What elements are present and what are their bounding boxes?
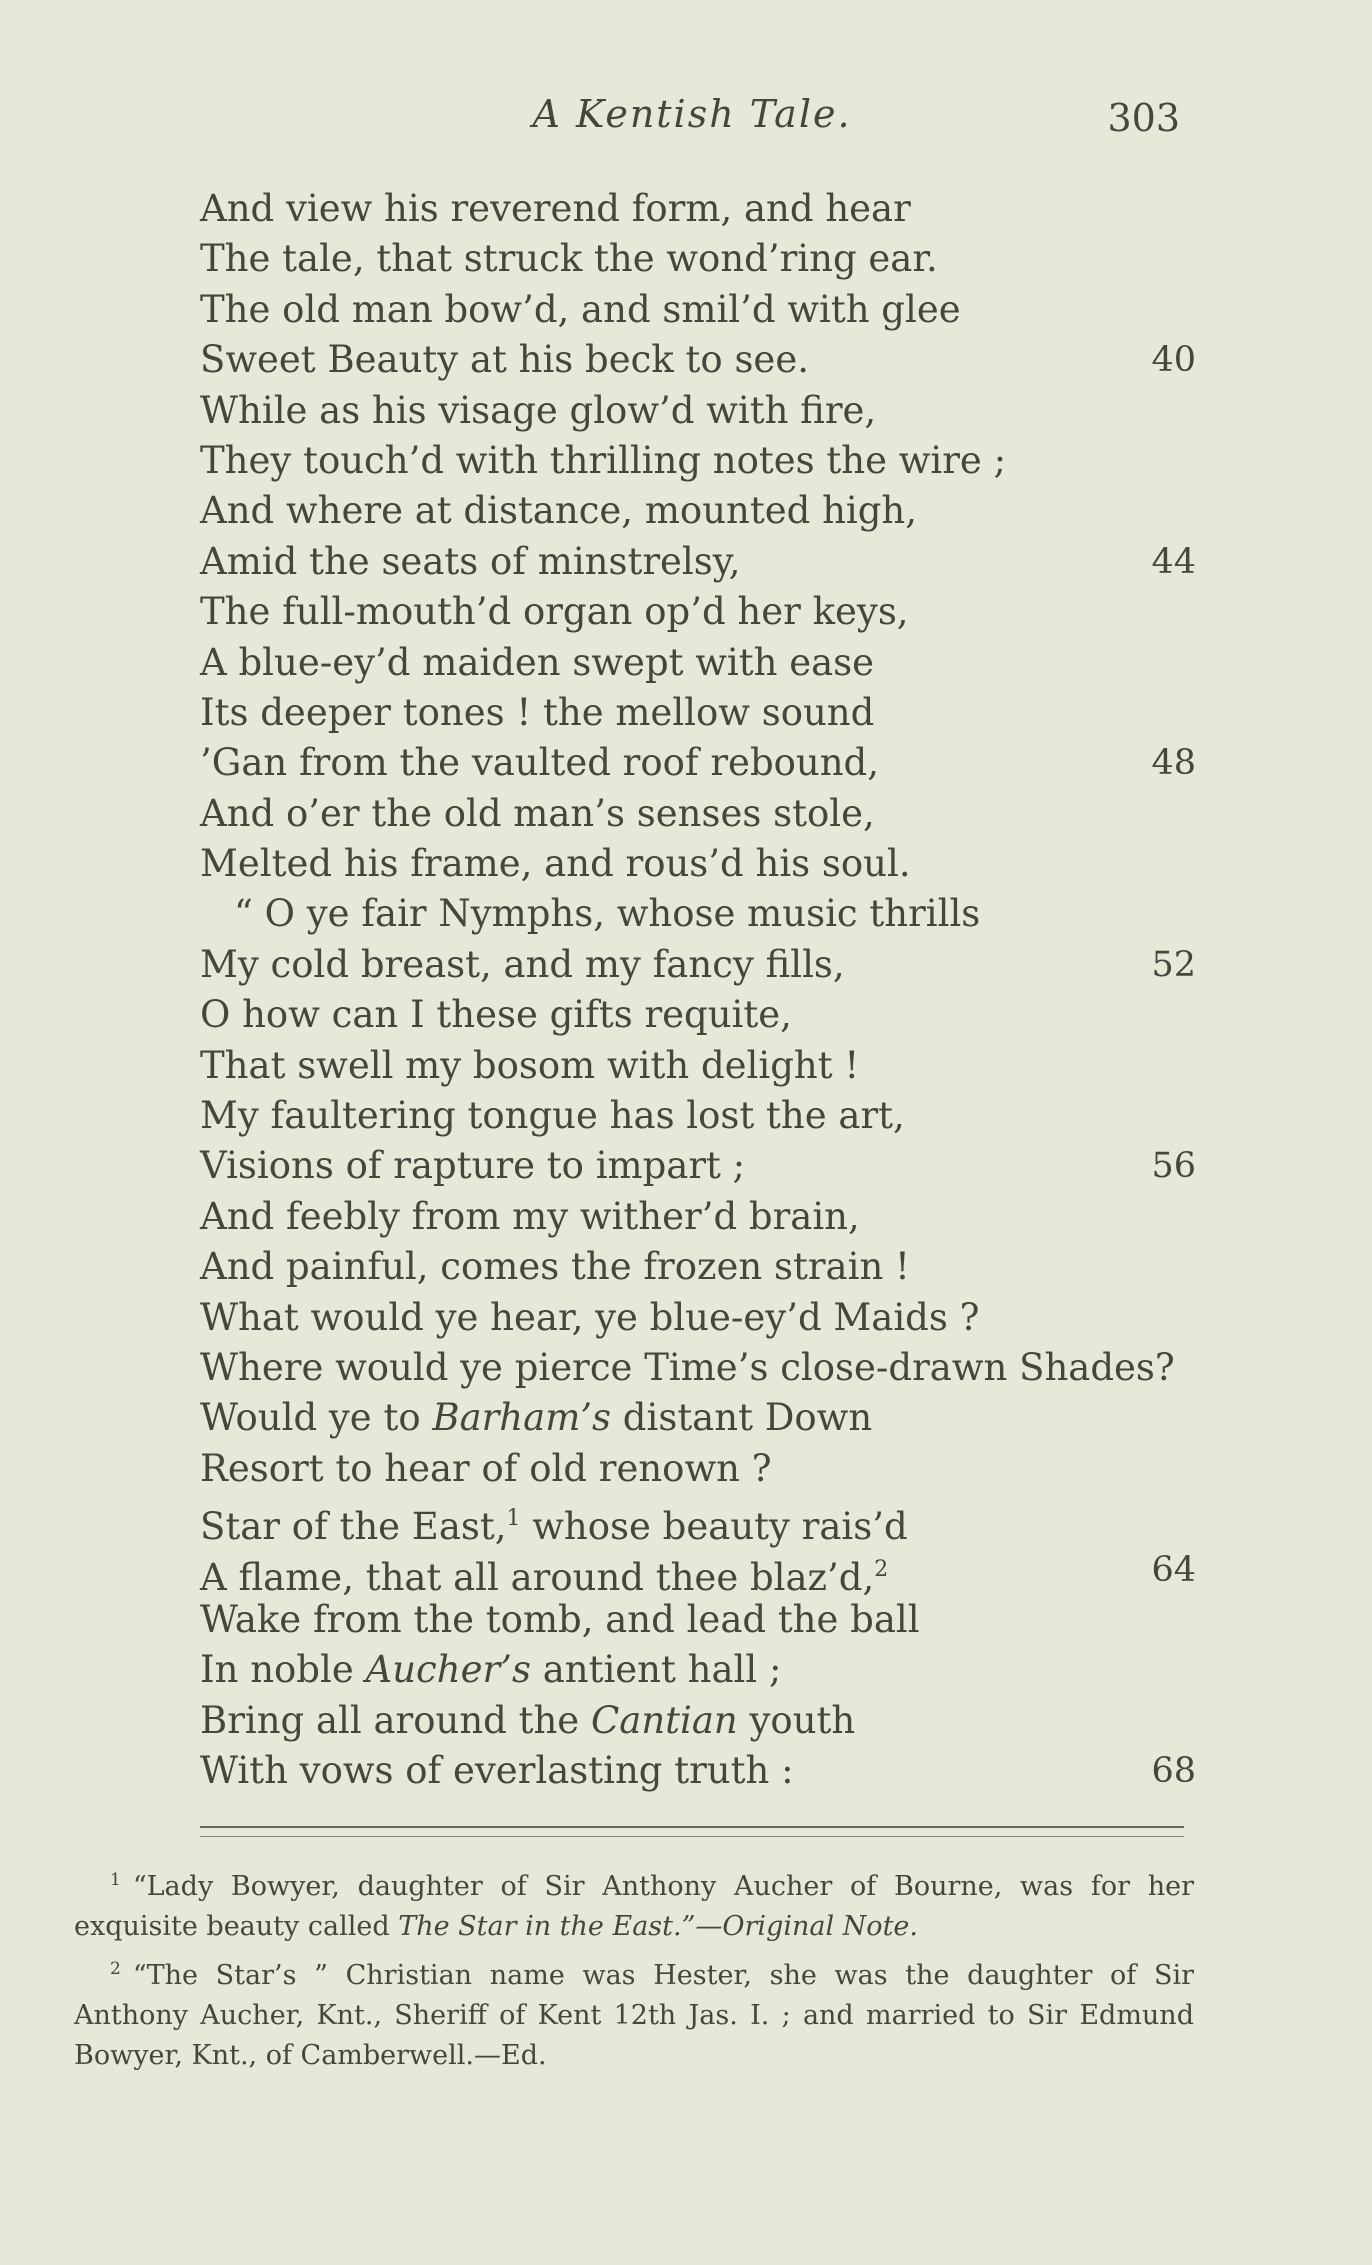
footnote-mark: 2 bbox=[110, 1959, 121, 1979]
line-number: 52 bbox=[1151, 944, 1196, 985]
poem-line bbox=[200, 1192, 1196, 1242]
poem-line-text: The tale, that struck the wond’ring ear. bbox=[200, 237, 938, 281]
line-text-part: antient hall ; bbox=[530, 1648, 782, 1692]
poem-line-text: Where would ye pierce Time’s close-drawn Shades? bbox=[200, 1345, 1175, 1389]
page-number: 303 bbox=[1107, 96, 1180, 140]
poem-line bbox=[200, 335, 1196, 385]
poem-line-text: While as his visage glow’d with fire, bbox=[200, 388, 877, 432]
poem-line-text: Sweet Beauty at his beck to see. bbox=[200, 338, 809, 382]
poem-line-text: My cold breast, and my fancy fills, bbox=[200, 942, 845, 986]
footnote-reference[interactable]: 1 bbox=[506, 1506, 521, 1532]
poem-line-text: With vows of everlasting truth : bbox=[200, 1749, 794, 1793]
poem-line bbox=[200, 889, 1196, 939]
line-number: 48 bbox=[1151, 743, 1196, 784]
poem-line-text: A blue-ey’d maiden swept with ease bbox=[200, 640, 875, 684]
poem-line bbox=[200, 940, 1196, 990]
line-text-part: Bring all around the bbox=[200, 1698, 591, 1742]
poem-line bbox=[200, 184, 1196, 234]
poem-line bbox=[200, 1041, 1196, 1091]
line-number: 64 bbox=[1151, 1549, 1196, 1590]
poem-line bbox=[200, 587, 1196, 637]
poem-line-text: “ O ye fair Nymphs, whose music thrills bbox=[234, 892, 981, 936]
poem-line bbox=[200, 1242, 1196, 1292]
line-text-part: youth bbox=[737, 1698, 856, 1742]
line-text-part: Would ye to bbox=[200, 1396, 433, 1440]
poem-body bbox=[200, 184, 1196, 1797]
poem-line bbox=[200, 285, 1196, 335]
footnote-rule-thin bbox=[200, 1836, 1184, 1837]
poem-line bbox=[200, 1444, 1196, 1494]
poem-line bbox=[200, 839, 1196, 889]
poem-line bbox=[200, 1595, 1196, 1645]
footnote-text: “The Star’s ” Christian name was Hester, she was the daughter of Sir Anthony Aucher, Knt., Sheriff of Kent 12th Jas. I. ; and married to Sir Edmund Bowyer, Knt., of Camberwell.—Ed. bbox=[74, 1960, 1194, 2071]
poem-line bbox=[200, 1645, 1196, 1695]
italic-place-name: Barham’s bbox=[432, 1396, 612, 1440]
poem-line-text: What would ye hear, ye blue-ey’d Maids ? bbox=[200, 1295, 980, 1339]
italic-place-name: Aucher’s bbox=[365, 1648, 531, 1692]
poem-line-text: Resort to hear of old renown ? bbox=[200, 1446, 772, 1490]
poem-line-text bbox=[200, 1645, 781, 1695]
poem-line-text: Amid the seats of minstrelsy, bbox=[200, 539, 741, 583]
poem-line-text: The old man bow’d, and smil’d with glee bbox=[200, 287, 961, 331]
running-title: A Kentish Tale. bbox=[532, 92, 852, 136]
line-text-part: In noble bbox=[200, 1648, 366, 1692]
poem-line bbox=[200, 1393, 1196, 1443]
poem-line bbox=[200, 688, 1196, 738]
poem-line-text: Wake from the tomb, and lead the ball bbox=[200, 1597, 920, 1641]
line-text-part: distant Down bbox=[611, 1396, 873, 1440]
poem-line-text: And feebly from my wither’d brain, bbox=[200, 1194, 860, 1238]
poem-line bbox=[200, 1746, 1196, 1796]
poem-line-text: Visions of rapture to impart ; bbox=[200, 1144, 746, 1188]
footnote-text: “Lady Bowyer, daughter of Sir Anthony Aucher of Bourne, was for her exquisite beauty called bbox=[74, 1871, 1194, 1942]
line-text-part: A flame, that all around thee blaz’d, bbox=[200, 1555, 875, 1599]
poem-line-text: The full-mouth’d organ op’d her keys, bbox=[200, 590, 909, 634]
line-number: 40 bbox=[1151, 340, 1196, 381]
poem-line-text: Melted his frame, and rous’d his soul. bbox=[200, 842, 911, 886]
poem-line bbox=[200, 1091, 1196, 1141]
footnote bbox=[74, 1949, 1194, 2076]
poem-line-text: My faultering tongue has lost the art, bbox=[200, 1094, 905, 1138]
poem-line-text: That swell my bosom with delight ! bbox=[200, 1043, 860, 1087]
poem-line bbox=[200, 1293, 1196, 1343]
footnote-rule bbox=[200, 1826, 1184, 1828]
line-text-part: whose beauty rais’d bbox=[520, 1505, 908, 1549]
footnote bbox=[74, 1860, 1194, 1947]
italic-place-name: Cantian bbox=[590, 1698, 738, 1742]
poem-line bbox=[200, 789, 1196, 839]
poem-line-text: ’Gan from the vaulted roof rebound, bbox=[200, 741, 880, 785]
poem-line bbox=[200, 638, 1196, 688]
footnotes bbox=[74, 1860, 1194, 2078]
poem-line bbox=[200, 738, 1196, 788]
line-number: 44 bbox=[1151, 541, 1196, 582]
line-number: 56 bbox=[1151, 1146, 1196, 1187]
poem-line-text: O how can I these gifts requite, bbox=[200, 993, 792, 1037]
poem-line-text: And where at distance, mounted high, bbox=[200, 489, 918, 533]
poem-line bbox=[200, 386, 1196, 436]
line-text-part: Star of the East, bbox=[200, 1505, 507, 1549]
poem-line bbox=[200, 436, 1196, 486]
poem-line-text: And painful, comes the frozen strain ! bbox=[200, 1245, 910, 1289]
poem-line-text: Its deeper tones ! the mellow sound bbox=[200, 690, 875, 734]
poem-line bbox=[200, 1696, 1196, 1746]
line-number: 68 bbox=[1151, 1751, 1196, 1792]
poem-line-text: And o’er the old man’s senses stole, bbox=[200, 791, 875, 835]
poem-line bbox=[200, 990, 1196, 1040]
poem-line bbox=[200, 486, 1196, 536]
poem-line bbox=[200, 1343, 1196, 1393]
poem-line bbox=[200, 234, 1196, 284]
running-head bbox=[200, 86, 1184, 142]
footnote-mark: 1 bbox=[110, 1870, 121, 1890]
footnote-italic-text: The Star in the East.”—Original Note. bbox=[398, 1911, 918, 1942]
poem-line-text: And view his reverend form, and hear bbox=[200, 187, 911, 230]
poem-line bbox=[200, 537, 1196, 587]
poem-line-text: They touch’d with thrilling notes the wire ; bbox=[200, 438, 1007, 482]
poem-line-text bbox=[200, 1393, 872, 1443]
poem-line bbox=[200, 1545, 1196, 1599]
footnote-reference[interactable]: 2 bbox=[874, 1556, 889, 1582]
poem-line bbox=[200, 1494, 1196, 1549]
poem-line-text bbox=[200, 1696, 855, 1746]
poem-line bbox=[200, 1141, 1196, 1191]
